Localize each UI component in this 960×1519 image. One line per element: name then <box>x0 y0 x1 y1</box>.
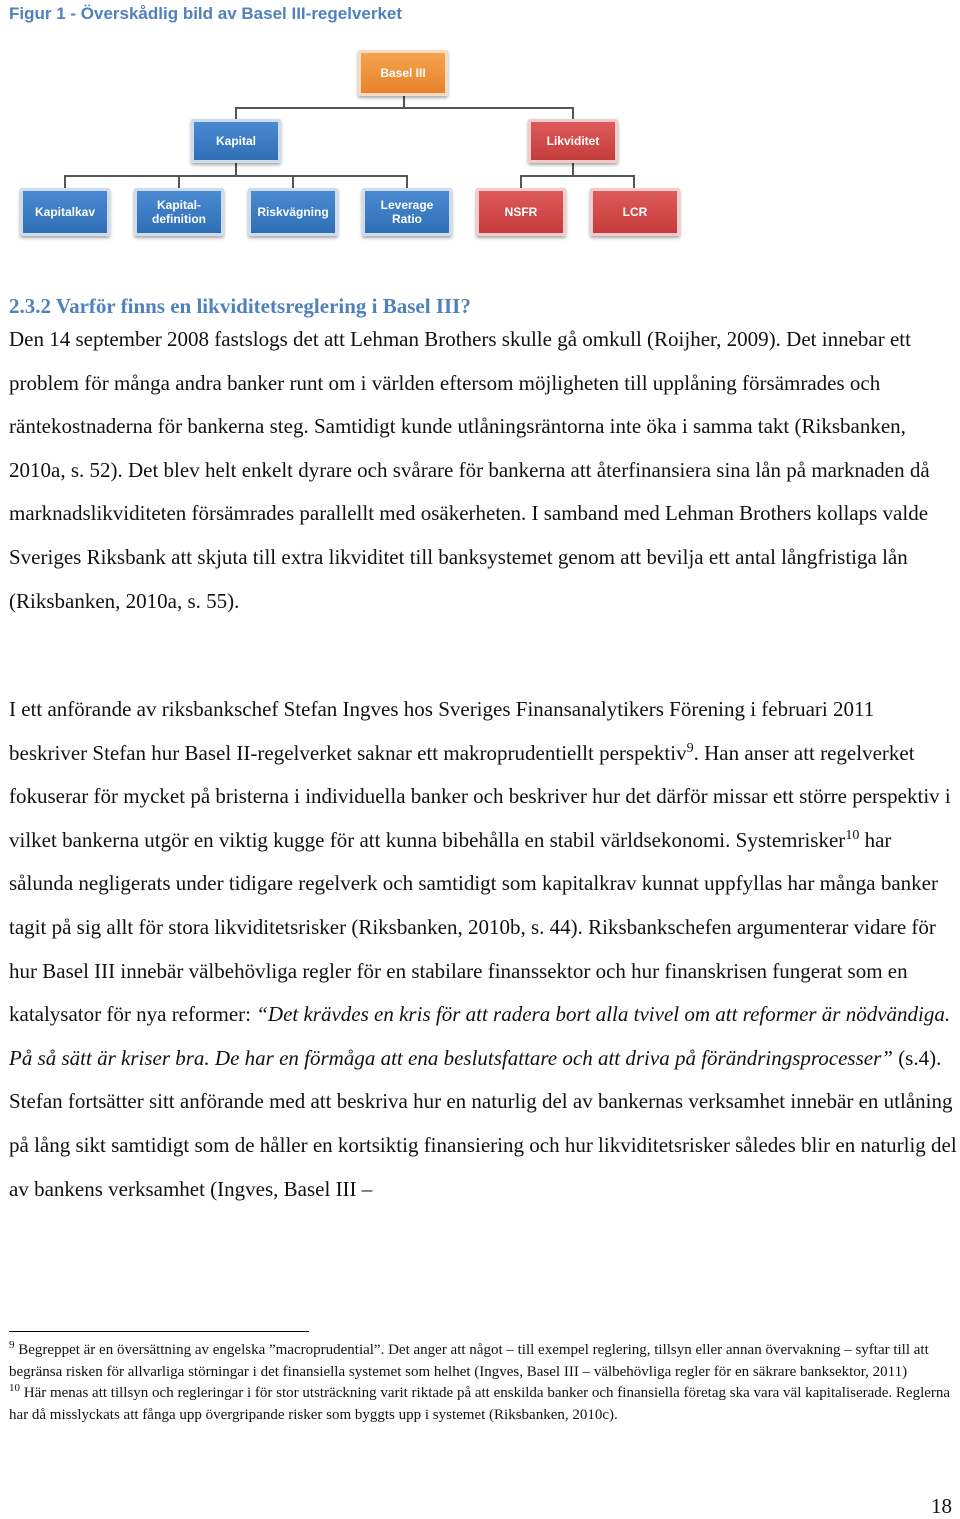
connector <box>235 107 574 109</box>
paragraph-1: Den 14 september 2008 fastslogs det att Lehman Brothers skulle gå omkull (Roijher, 2009). Det innebar ett problem för många andra banker runt om i världen eftersom möjligheten till upplåning försämrades och räntekostnaderna för bankerna steg. Samtidigt kunde utlåningsräntorna inte öka i samma takt (Riksbanken, 2010a, s. 52). Det blev helt enkelt dyrare och svårare för bankerna att återfinansiera sina lån på marknaden då marknadslikviditeten försämrades parallellt med osäkerheten. I samband med Lehman Brothers kollaps valde Sveriges Riksbank att skjuta till extra likviditet till banksystemet genom att bevilja ett antal långfristiga lån (Riksbanken, 2010a, s. 55). <box>9 327 930 613</box>
footnote-text: Begreppet är en översättning av engelska ”macroprudential”. Det anger att något – till exempel reglering, tillsyn eller annan övervakning – syftar till att begränsa risken för allvarliga störningar i det finansiella systemet som helhet (Ingves, Basel III – välbehövliga regler för en säkrare banksektor, 2011) <box>9 1342 929 1380</box>
node-likviditet: Likviditet <box>528 119 618 163</box>
footnotes <box>9 1340 957 1426</box>
node-nsfr: NSFR <box>476 188 566 236</box>
footnote-9 <box>9 1340 957 1383</box>
node-leverage-ratio: Leverage Ratio <box>362 188 452 236</box>
footnote-number: 9 <box>9 1339 15 1351</box>
page-number: 18 <box>931 1494 952 1518</box>
connector <box>572 107 574 119</box>
paragraph-2-text-d: (s.4). Stefan fortsätter sitt anförande med att beskriva hur en naturlig del av bankernas verksamhet innebär en utlåning på lång sikt samtidigt som de håller en kortsiktig finansiering och hur likviditetsrisker således blir en naturlig del av bankens verksamhet (Ingves, Basel III – <box>9 1045 957 1201</box>
connector <box>292 175 294 189</box>
footnote-ref-10: 10 <box>845 827 860 843</box>
connector <box>572 162 574 176</box>
connector <box>633 175 635 189</box>
footnote-10 <box>9 1383 957 1426</box>
paragraph-2-text-a: I ett anförande av riksbankschef Stefan Ingves hos Sveriges Finansanalytikers Förening i februari 2011 beskriver Stefan hur Basel II-regelverket saknar ett makroprudentiellt perspektiv <box>9 697 875 765</box>
node-kapitalkav: Kapitalkav <box>20 188 110 236</box>
footnote-number: 10 <box>9 1382 20 1394</box>
connector <box>178 175 180 189</box>
quote-ingves: “Det krävdes en kris för att radera bort alla tvivel om att reformer är nödvändiga. På så sätt är kriser bra. De har en förmåga att ena beslutsfattare och att driva på förändringsprocesser” <box>9 1002 951 1070</box>
footnote-separator <box>9 1331 309 1332</box>
footnote-ref-9: 9 <box>686 740 694 756</box>
paragraph-2-text-b: . Han anser att regelverket fokuserar för mycket på bristerna i individuella banker och beskriver hur det därför missar ett större perspektiv i vilket bankerna utgör en viktig kugge för att kunna bibehålla en stabil världsekonomi. Systemrisker <box>9 740 951 852</box>
connector <box>235 162 237 176</box>
connector <box>64 175 408 177</box>
paragraph-2 <box>9 688 957 1211</box>
node-kapital: Kapital <box>191 119 281 163</box>
connector <box>235 107 237 119</box>
node-lcr: LCR <box>590 188 680 236</box>
figure-caption: Figur 1 - Överskådlig bild av Basel III-regelverket <box>9 4 403 23</box>
connector <box>520 175 522 189</box>
node-basel-iii: Basel III <box>358 50 448 96</box>
connector <box>406 175 408 189</box>
section-heading: 2.3.2 Varför finns en likviditetsreglering i Basel III? <box>9 294 471 318</box>
connector <box>520 175 635 177</box>
footnote-text: Här menas att tillsyn och regleringar i för stor utsträckning varit riktade på att enskilda banker och finansiella företag ska vara väl kapitaliserade. Reglerna har då misslyckats att fånga upp övergripande risker som byggts upp i systemet (Riksbanken, 2010c). <box>9 1385 951 1423</box>
node-kapitaldefinition: Kapital- definition <box>134 188 224 236</box>
basel-org-chart <box>0 0 960 250</box>
node-riskvagning: Riskvägning <box>248 188 338 236</box>
connector <box>64 175 66 189</box>
paragraph-2-text-c: har sålunda negligerats under tidigare regelverk och samtidigt som kapitalkrav kunnat uppfyllas har många banker tagit på sig allt för stora likviditetsrisker (Riksbanken, 2010b, s. 44). Riksbankschefen argumenterar vidare för hur Basel III innebär välbehövliga regler för en stabilare finanssektor och hur finanskrisen fungerat som en katalysator för nya reformer: <box>9 827 938 1027</box>
